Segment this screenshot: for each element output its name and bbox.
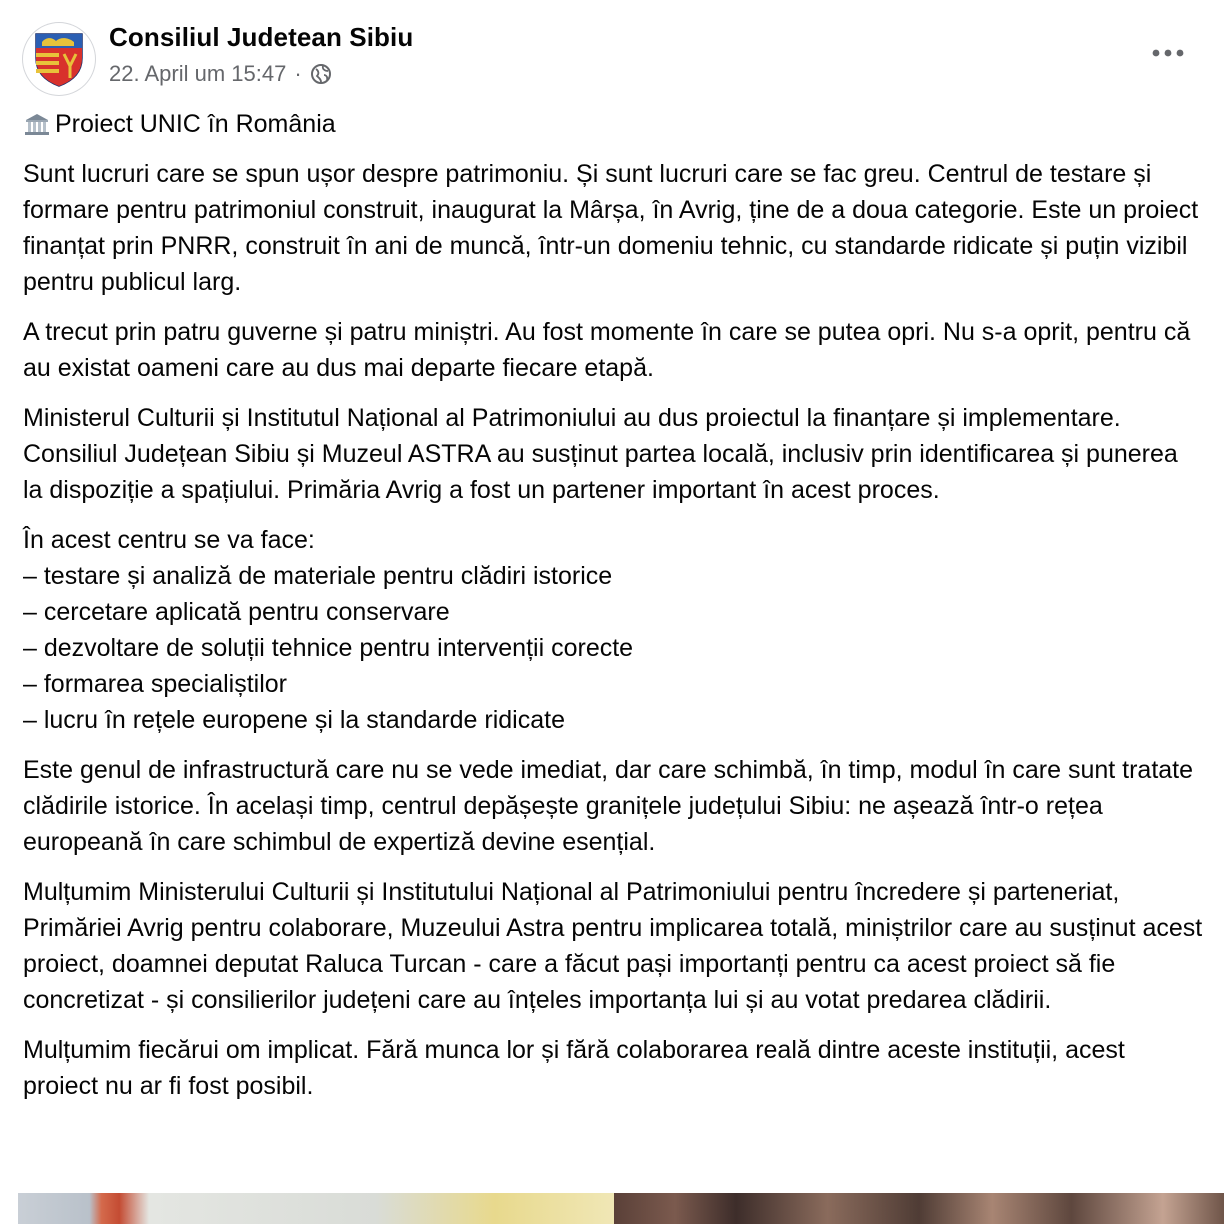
paragraph-5: Mulțumim Ministerului Culturii și Institutului Național al Patrimoniului pentru încredere și parteneriat, Primăriei Avrig pentru colaborare, Muzeului Astra pentru implicarea totală, miniștrilor care au susținut acest proiect, doamnei deputat Raluca Turcan - care a făcut pași importanți pentru ca acest proiect să fie concretizat - și consilierilor județeni care au înțeles importanța lui și au votat predarea clădirii.	[23, 878, 1203, 1014]
list-item: – dezvoltare de soluții tehnice pentru intervenții corecte	[23, 634, 634, 662]
photo-thumbnail[interactable]	[614, 1193, 1224, 1224]
classical-building-icon	[23, 110, 51, 138]
list-item: – testare și analiză de materiale pentru clădiri istorice	[23, 562, 613, 590]
paragraph-4: Este genul de infrastructură care nu se vede imediat, dar care schimbă, în timp, modul în care sunt tratate clădirile istorice. În același timp, centrul depășește granițele județului Sibiu: ne așează într-o rețea europeană în care schimbul de expertiză devine esențial.	[23, 756, 1194, 856]
photo-thumbnail[interactable]	[18, 1193, 614, 1224]
paragraph-1: Sunt lucruri care se spun ușor despre patrimoniu. Și sunt lucruri care se fac greu. Centrul de testare și formare pentru patrimoniul construit, inaugurat la Mârșa, în Avrig, ține de a doua categorie. Este un proiect finanțat prin PNRR, construit în ani de muncă, într-un domeniu tehnic, cu standarde ridicate și puțin vizibil pentru publicul larg.	[23, 160, 1199, 296]
post-timestamp[interactable]: 22. April um 15:47	[109, 61, 287, 86]
list-item: – cercetare aplicată pentru conservare	[23, 598, 450, 626]
meta-separator: ·	[294, 61, 302, 86]
paragraph-3: Ministerul Culturii și Institutul Național al Patrimoniului au dus proiectul la finanțare și implementare. Consiliul Județean Sibiu și Muzeul ASTRA au susținut partea locală, inclusiv prin identificarea și punerea la dispoziție a spațiului. Primăria Avrig a fost un partener important în acest proces.	[23, 404, 1178, 504]
more-options-icon[interactable]	[1150, 38, 1186, 68]
activity-list	[23, 522, 1203, 738]
coat-of-arms-icon	[28, 28, 90, 90]
post-meta	[109, 61, 332, 87]
paragraph-2: A trecut prin patru guverne și patru miniștri. Au fost momente în care se putea opri. Nu s-a oprit, pentru că au existat oameni care au dus mai departe fiecare etapă.	[23, 318, 1191, 382]
post-title	[23, 106, 1203, 142]
list-item: – formarea specialiștilor	[23, 670, 287, 698]
post-text	[23, 106, 1203, 1118]
post-title-text: Proiect UNIC în România	[55, 110, 336, 138]
list-item: – lucru în rețele europene și la standarde ridicate	[23, 706, 565, 734]
list-intro: În acest centru se va face:	[23, 526, 315, 554]
paragraph-6: Mulțumim fiecărui om implicat. Fără munca lor și fără colaborarea reală dintre aceste instituții, acest proiect nu ar fi fost posibil.	[23, 1036, 1125, 1100]
globe-icon[interactable]	[310, 63, 332, 85]
page-avatar[interactable]	[22, 22, 96, 96]
author-name[interactable]: Consiliul Judetean Sibiu	[109, 22, 414, 52]
post-photos[interactable]	[18, 1193, 1224, 1224]
